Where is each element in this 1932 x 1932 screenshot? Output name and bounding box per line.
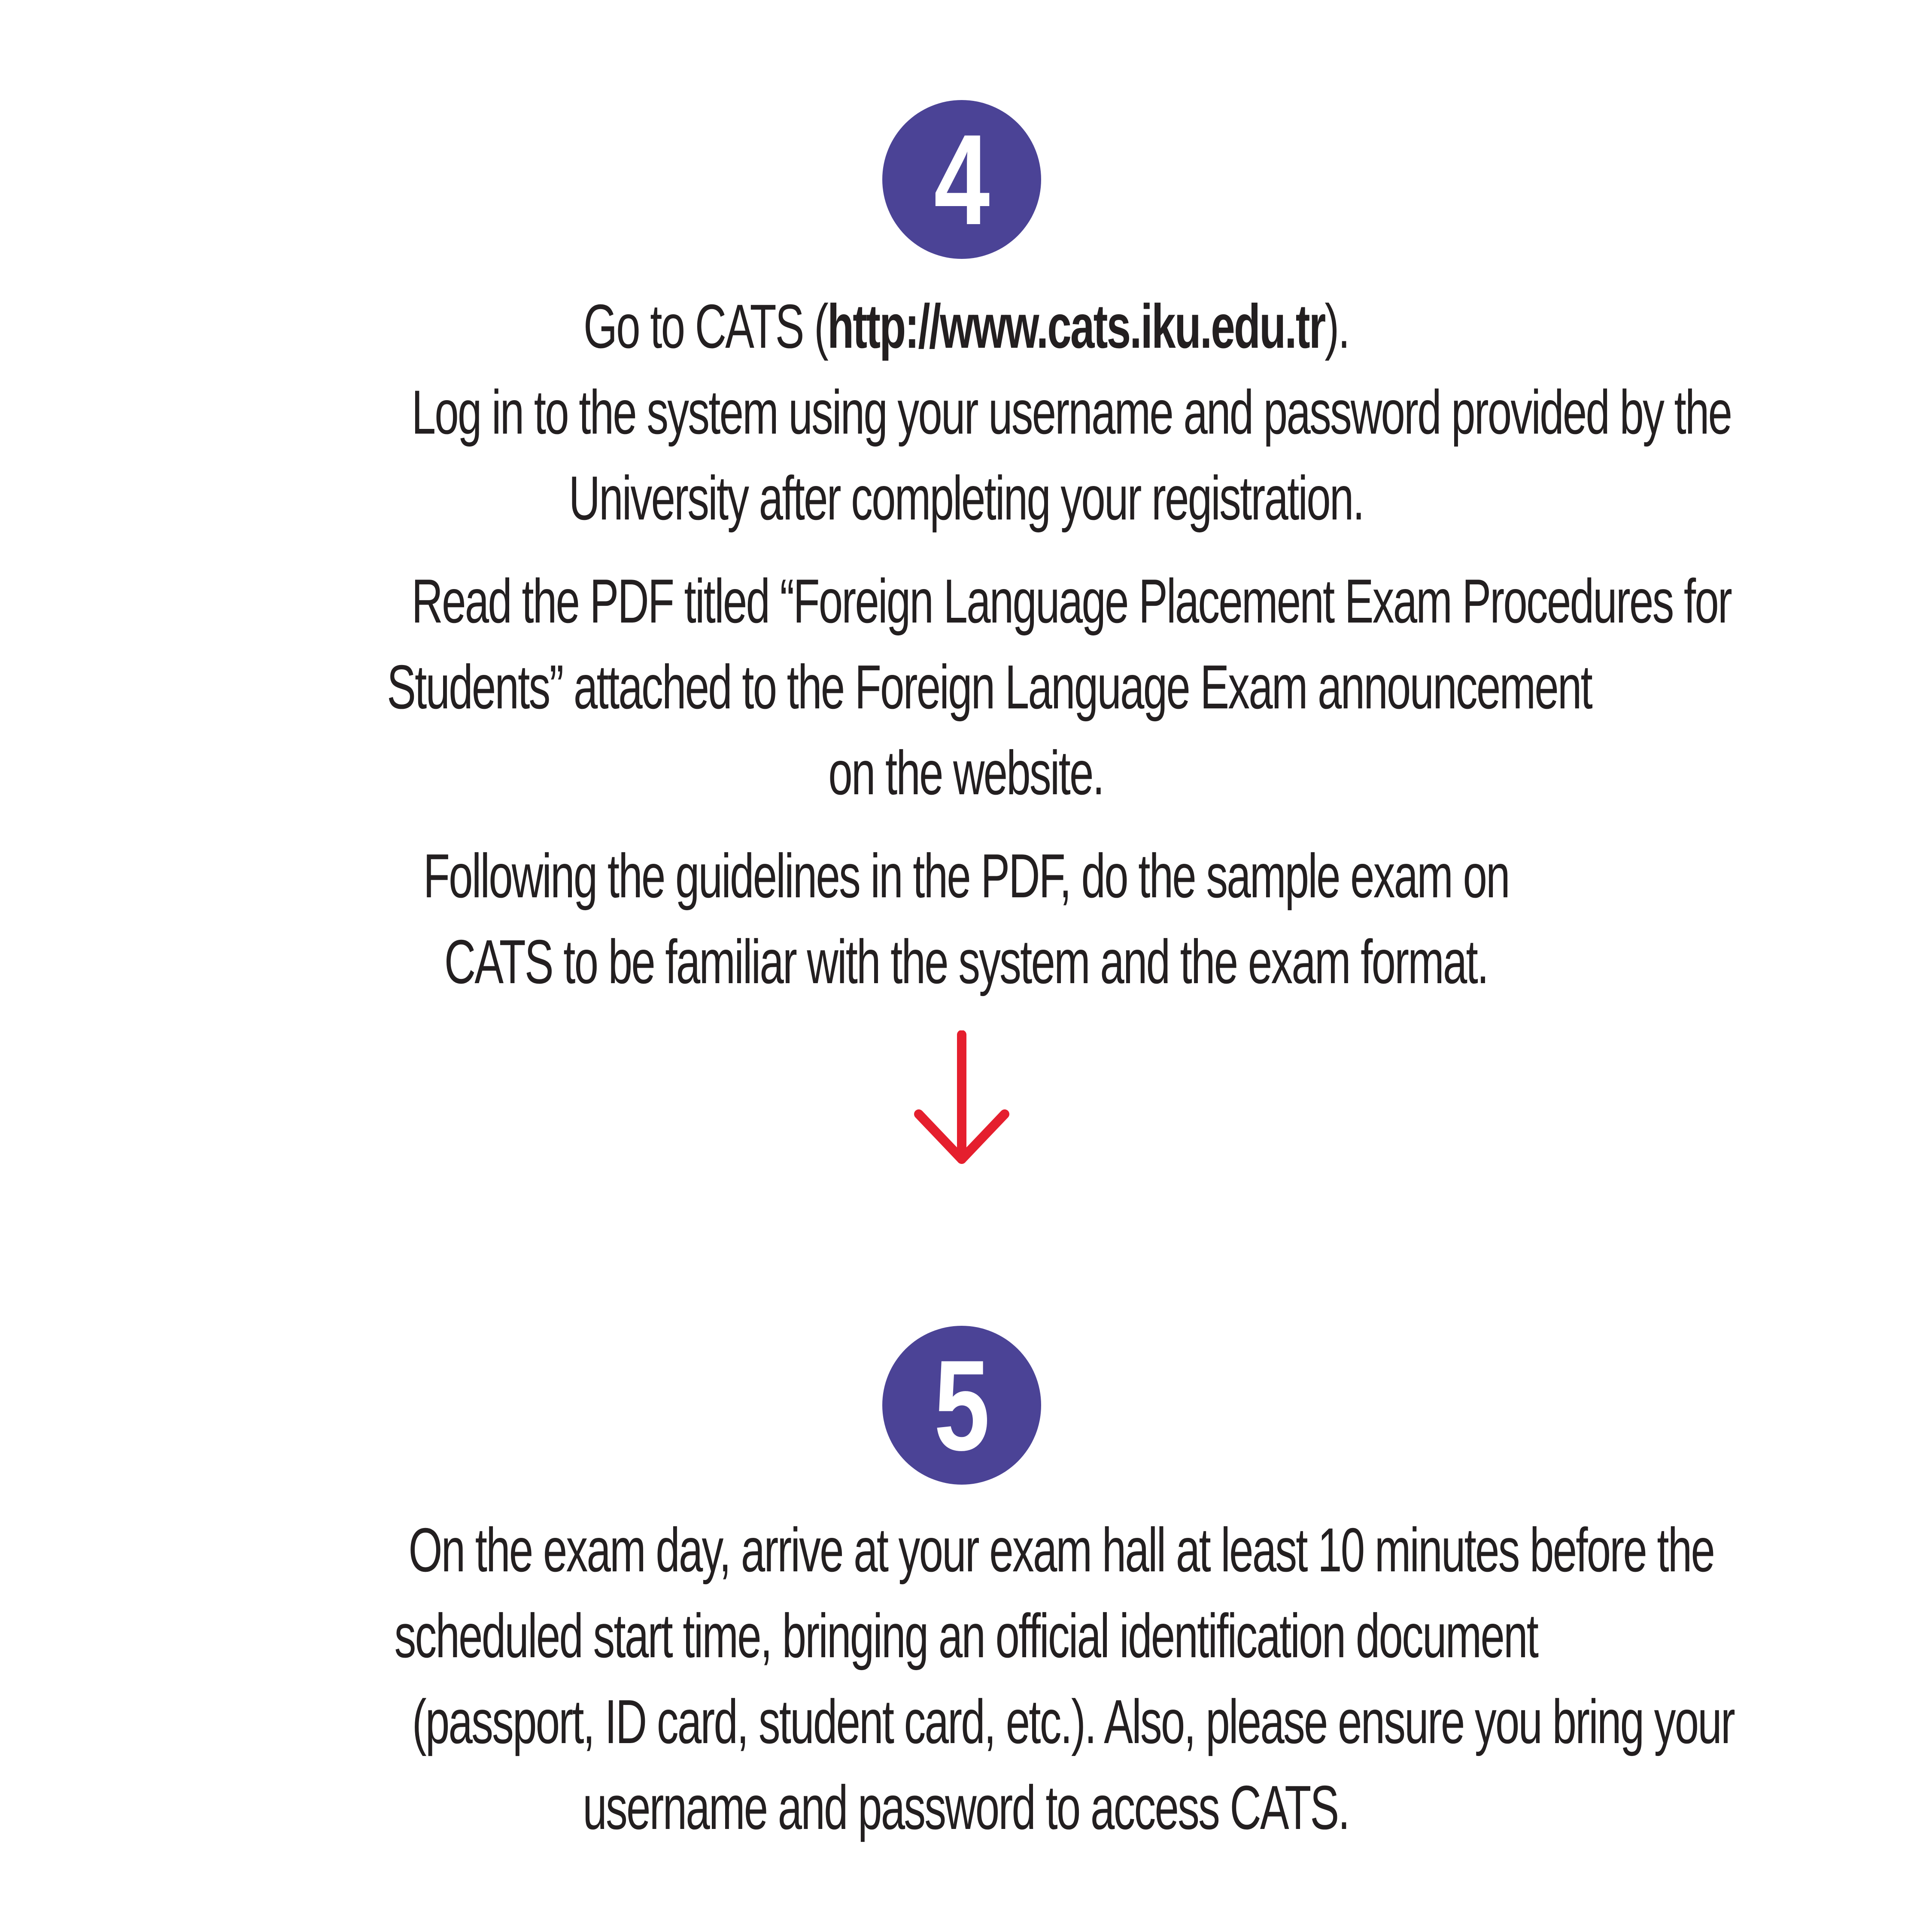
cats-url-link[interactable]: http://www.cats.iku.edu.tr bbox=[827, 292, 1325, 361]
step-4-paragraph-3 bbox=[129, 833, 1803, 1005]
step-4-paragraph-1 bbox=[129, 283, 1803, 541]
step-4-line-go-to-cats bbox=[129, 283, 1803, 369]
step-5-line-exam-day bbox=[129, 1507, 1803, 1593]
step-4-line-login bbox=[129, 369, 1803, 455]
step-4-badge bbox=[882, 100, 1041, 259]
go-to-cats-text: Go to CATS ( bbox=[583, 292, 827, 361]
step-5-number: 5 bbox=[933, 1333, 990, 1477]
username-text: username and password to access CATS. bbox=[583, 1773, 1349, 1842]
read-pdf-text: Read the PDF titled “Foreign Language Placement Exam Procedures for bbox=[411, 566, 1731, 636]
arrow-down-icon bbox=[908, 1030, 1015, 1168]
step-5-badge bbox=[882, 1326, 1041, 1485]
go-to-cats-close: ). bbox=[1324, 292, 1349, 361]
scheduled-text: scheduled start time, bringing an official identification document bbox=[394, 1601, 1538, 1671]
website-text: on the website. bbox=[828, 738, 1104, 808]
step-5-paragraph-1 bbox=[129, 1507, 1803, 1850]
step-4-line-familiar bbox=[129, 919, 1803, 1005]
university-text: University after completing your registration. bbox=[568, 463, 1364, 533]
login-text: Log in to the system using your username and password provided by the bbox=[411, 377, 1732, 447]
step-4-line-following bbox=[129, 833, 1803, 919]
step-4-line-university bbox=[129, 455, 1803, 541]
exam-day-text: On the exam day, arrive at your exam hall at least 10 minutes before the bbox=[408, 1515, 1714, 1585]
following-text: Following the guidelines in the PDF, do the sample exam on bbox=[423, 841, 1509, 911]
passport-text: (passport, ID card, student card, etc.). Also, please ensure you bring your bbox=[412, 1687, 1734, 1756]
step-5-line-scheduled bbox=[129, 1593, 1803, 1679]
step-4-instructions bbox=[129, 283, 1803, 1005]
step-5-line-username bbox=[129, 1765, 1803, 1850]
step-5-instructions bbox=[129, 1507, 1803, 1850]
familiar-text: CATS to be familiar with the system and the exam format. bbox=[444, 927, 1488, 996]
step-4-paragraph-2 bbox=[129, 558, 1803, 816]
step-4-line-read-pdf bbox=[129, 558, 1803, 644]
step-4-line-website bbox=[129, 730, 1803, 816]
step-5-line-passport bbox=[129, 1679, 1803, 1765]
step-4-number: 4 bbox=[933, 107, 990, 252]
students-text: Students” attached to the Foreign Language Exam announcement bbox=[387, 652, 1592, 722]
step-4-line-students bbox=[129, 644, 1803, 730]
